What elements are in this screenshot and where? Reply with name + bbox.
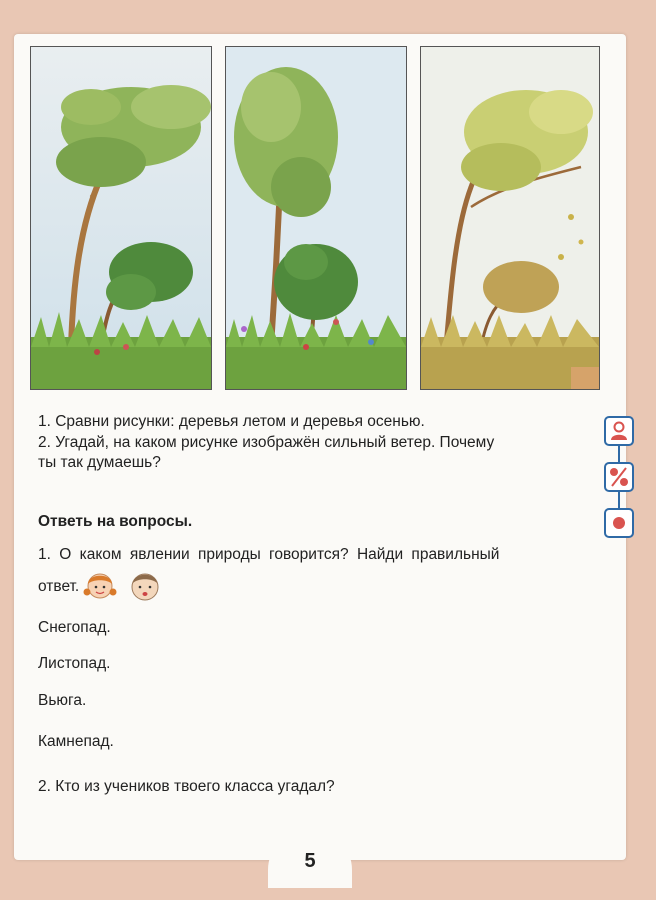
answer-option-1: Снегопад. bbox=[38, 619, 111, 636]
question-1-cont: ответ. bbox=[38, 578, 80, 595]
question-2: 2. Кто из учеников твоего класса угадал? bbox=[38, 778, 335, 795]
task-guess-wind: 2. Угадай, на каком рисунке изображён сильный ветер. Почему bbox=[38, 434, 495, 451]
picture-summer-windy bbox=[30, 46, 212, 390]
picture-autumn-windy bbox=[420, 46, 600, 390]
task-guess-wind-cont: ты так думаешь? bbox=[38, 454, 161, 471]
task-compare-pictures: 1. Сравни рисунки: деревья летом и деревья осенью. bbox=[38, 413, 425, 430]
dot-icon bbox=[604, 508, 634, 538]
picture-summer-calm bbox=[225, 46, 407, 390]
question-1: 1. О каком явлении природы говорится? Найди правильный bbox=[38, 546, 500, 563]
answer-option-4: Камнепад. bbox=[38, 733, 114, 750]
girl-face-icon bbox=[82, 567, 118, 603]
section-title: Ответь на вопросы. bbox=[38, 513, 193, 530]
page-number: 5 bbox=[304, 850, 316, 872]
boy-face-icon bbox=[128, 567, 162, 603]
percent-icon bbox=[604, 462, 634, 492]
answer-option-2: Листопад. bbox=[38, 655, 111, 672]
answer-option-3: Вьюга. bbox=[38, 692, 87, 709]
person-icon bbox=[604, 416, 634, 446]
